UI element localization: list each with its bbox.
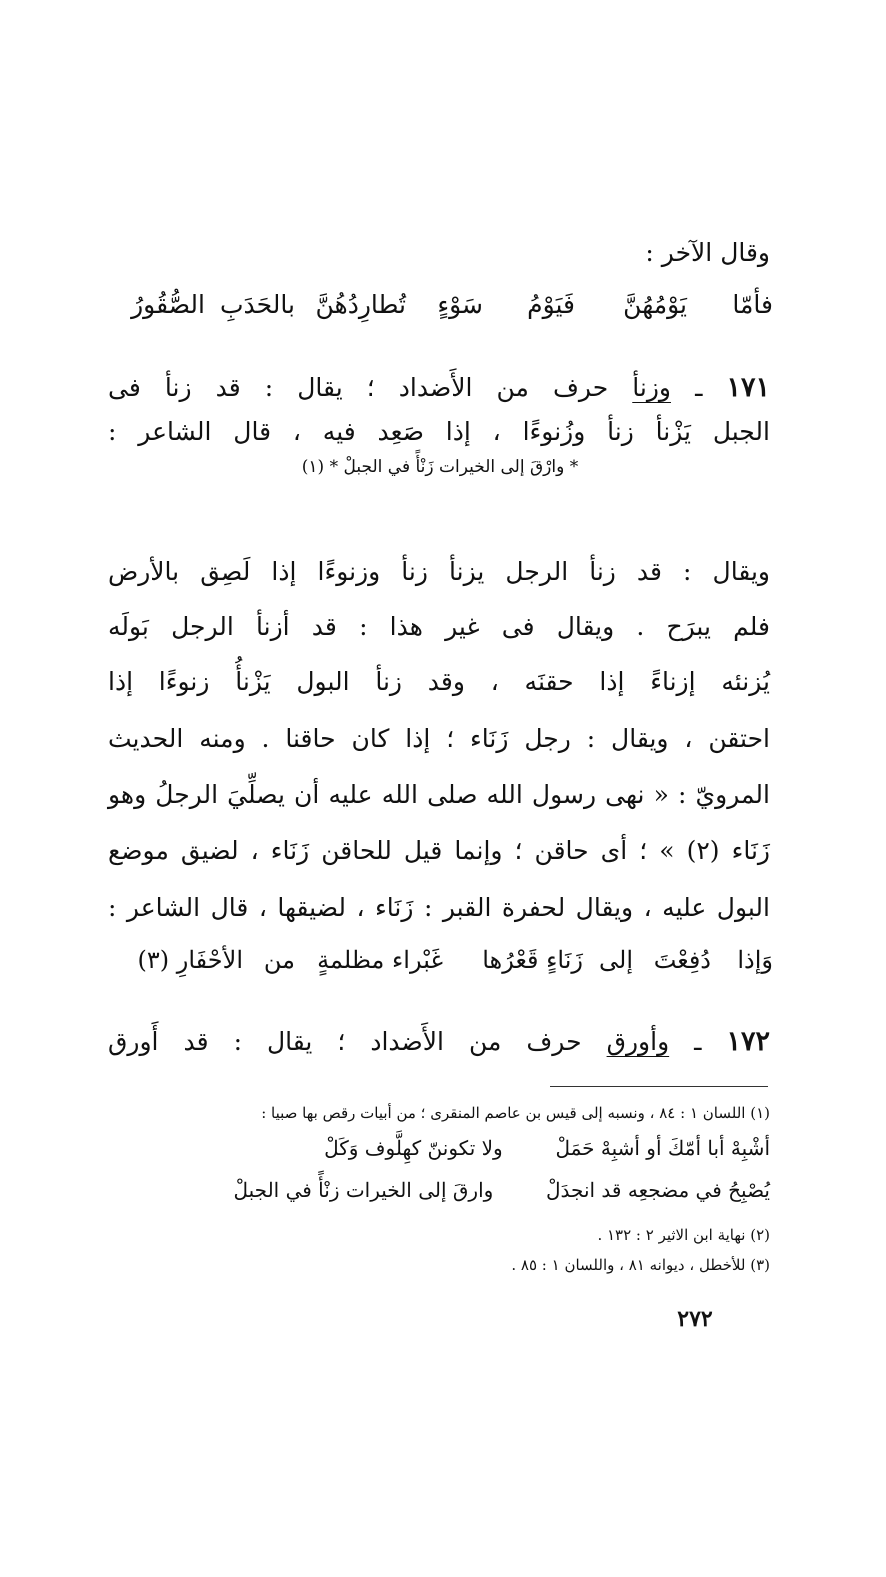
entry-number: ١٧١ [726, 372, 771, 403]
footnote-hemistich: وارقَ إلى الخيرات زنْأً في الجبلْ [233, 1178, 494, 1202]
footnote-3: (٣) للأخطل ، ديوانه ٨١ ، واللسان ١ : ٨٥ . [511, 1256, 770, 1274]
footnote-hemistich: يُصْبِحُ في مضجعِه قد انجدَلْ [546, 1178, 770, 1202]
verse-1-word: فَيَوْمُ [527, 290, 575, 319]
entry-text: حرف من الأَضداد ؛ يقال : قد زنأ فى [108, 373, 609, 402]
footnote-hemistich: أشْبِهْ أبا أمّكَ أو أشبِهْ حَمَلْ [555, 1136, 770, 1160]
verse-1-word: سَوْءٍ [437, 290, 483, 319]
body-line: ويقال : قد زنأ الرجل يزنأ زنأ وزنوءًا إذا لَصِق بالأرض [108, 557, 770, 586]
footnote-1-verse-line [150, 1136, 770, 1160]
verse-2-word: دُفِعْتَ [653, 946, 711, 974]
entry-text: حرف من الأَضداد ؛ يقال : قد أَورق [108, 1027, 582, 1056]
entry-headword: وزنأ [632, 373, 671, 402]
verse-1 [108, 290, 773, 334]
half-verse-quote: * وارْقَ إلى الخيرات زَنْأً في الجبلْ * (١) [301, 457, 579, 477]
entry-171-heading-line [108, 366, 770, 410]
entry-dash: ـ [695, 373, 703, 402]
verse-1-word: الصُّقُورُ [131, 290, 205, 319]
footnote-2: (٢) نهاية ابن الاثير ٢ : ١٣٢ . [597, 1226, 770, 1244]
entry-headword: وأورق [606, 1027, 670, 1056]
body-line: البول عليه ، ويقال لحفرة القبر : زَنَاء ، لضيقها ، قال الشاعر : [108, 893, 770, 922]
footnote-divider [550, 1086, 768, 1087]
verse-2-word: غَبْراء مظلمةٍ [317, 946, 443, 974]
verse-2-word: وَإذا [737, 946, 773, 974]
verse-2-word: إلى [599, 946, 633, 974]
entry-number: ١٧٢ [726, 1026, 771, 1057]
page-number: ٢٧٢ [677, 1306, 713, 1332]
body-line: يُزنئه إزناءً إذا حقنَه ، وقد زنأ البول يَزْنأُ زنوءًا إذا [108, 667, 771, 696]
body-line: الجبل يَزْنأ زنأ وزُنوءًا ، إذا صَعِد فيه ، قال الشاعر : [108, 417, 770, 446]
poem-intro: وقال الآخر : [645, 238, 770, 267]
footnote-1: (١) اللسان ١ : ٨٤ ، ونسبه إلى قيس بن عاصم المنقرى ؛ من أبيات رقص بها صبيا : [261, 1104, 770, 1122]
verse-1-word: فأمّا [732, 290, 773, 319]
body-line: المرويّ : « نهى رسول الله صلى الله عليه أن يصلِّيَ الرجلُ وهو [108, 780, 770, 809]
entry-dash: ـ [694, 1027, 702, 1056]
footnote-1-verse-line [150, 1178, 770, 1202]
verse-1-word: يَوْمُهُنَّ [623, 290, 687, 319]
body-line: زَنَاء (٢) » ؛ أى حاقن ؛ وإنما قيل للحاقن زَنَاء ، لضيق موضع [108, 836, 770, 865]
body-line: فلم يبرَح . ويقال فى غير هذا : قد أزنأ الرجل بَولَه [108, 612, 770, 641]
verse-2-word: من [263, 946, 295, 974]
footnote-hemistich: ولا تكوننّ كهِلَّوف وَكَلْ [324, 1136, 503, 1160]
verse-1-word: تُطارِدُهُنَّ [315, 290, 406, 319]
entry-172-heading-line [108, 1020, 770, 1064]
verse-2-word: زَنَاءٍ قَعْرُها [482, 946, 583, 974]
verse-2-word: الأحْفَارِ (٣) [137, 946, 243, 974]
verse-1-word: بالحَدَبِ [220, 290, 295, 319]
body-line: احتقن ، ويقال : رجل زَنَاء ؛ إذا كان حاقنا . ومنه الحديث [108, 724, 770, 753]
verse-2 [108, 946, 773, 986]
